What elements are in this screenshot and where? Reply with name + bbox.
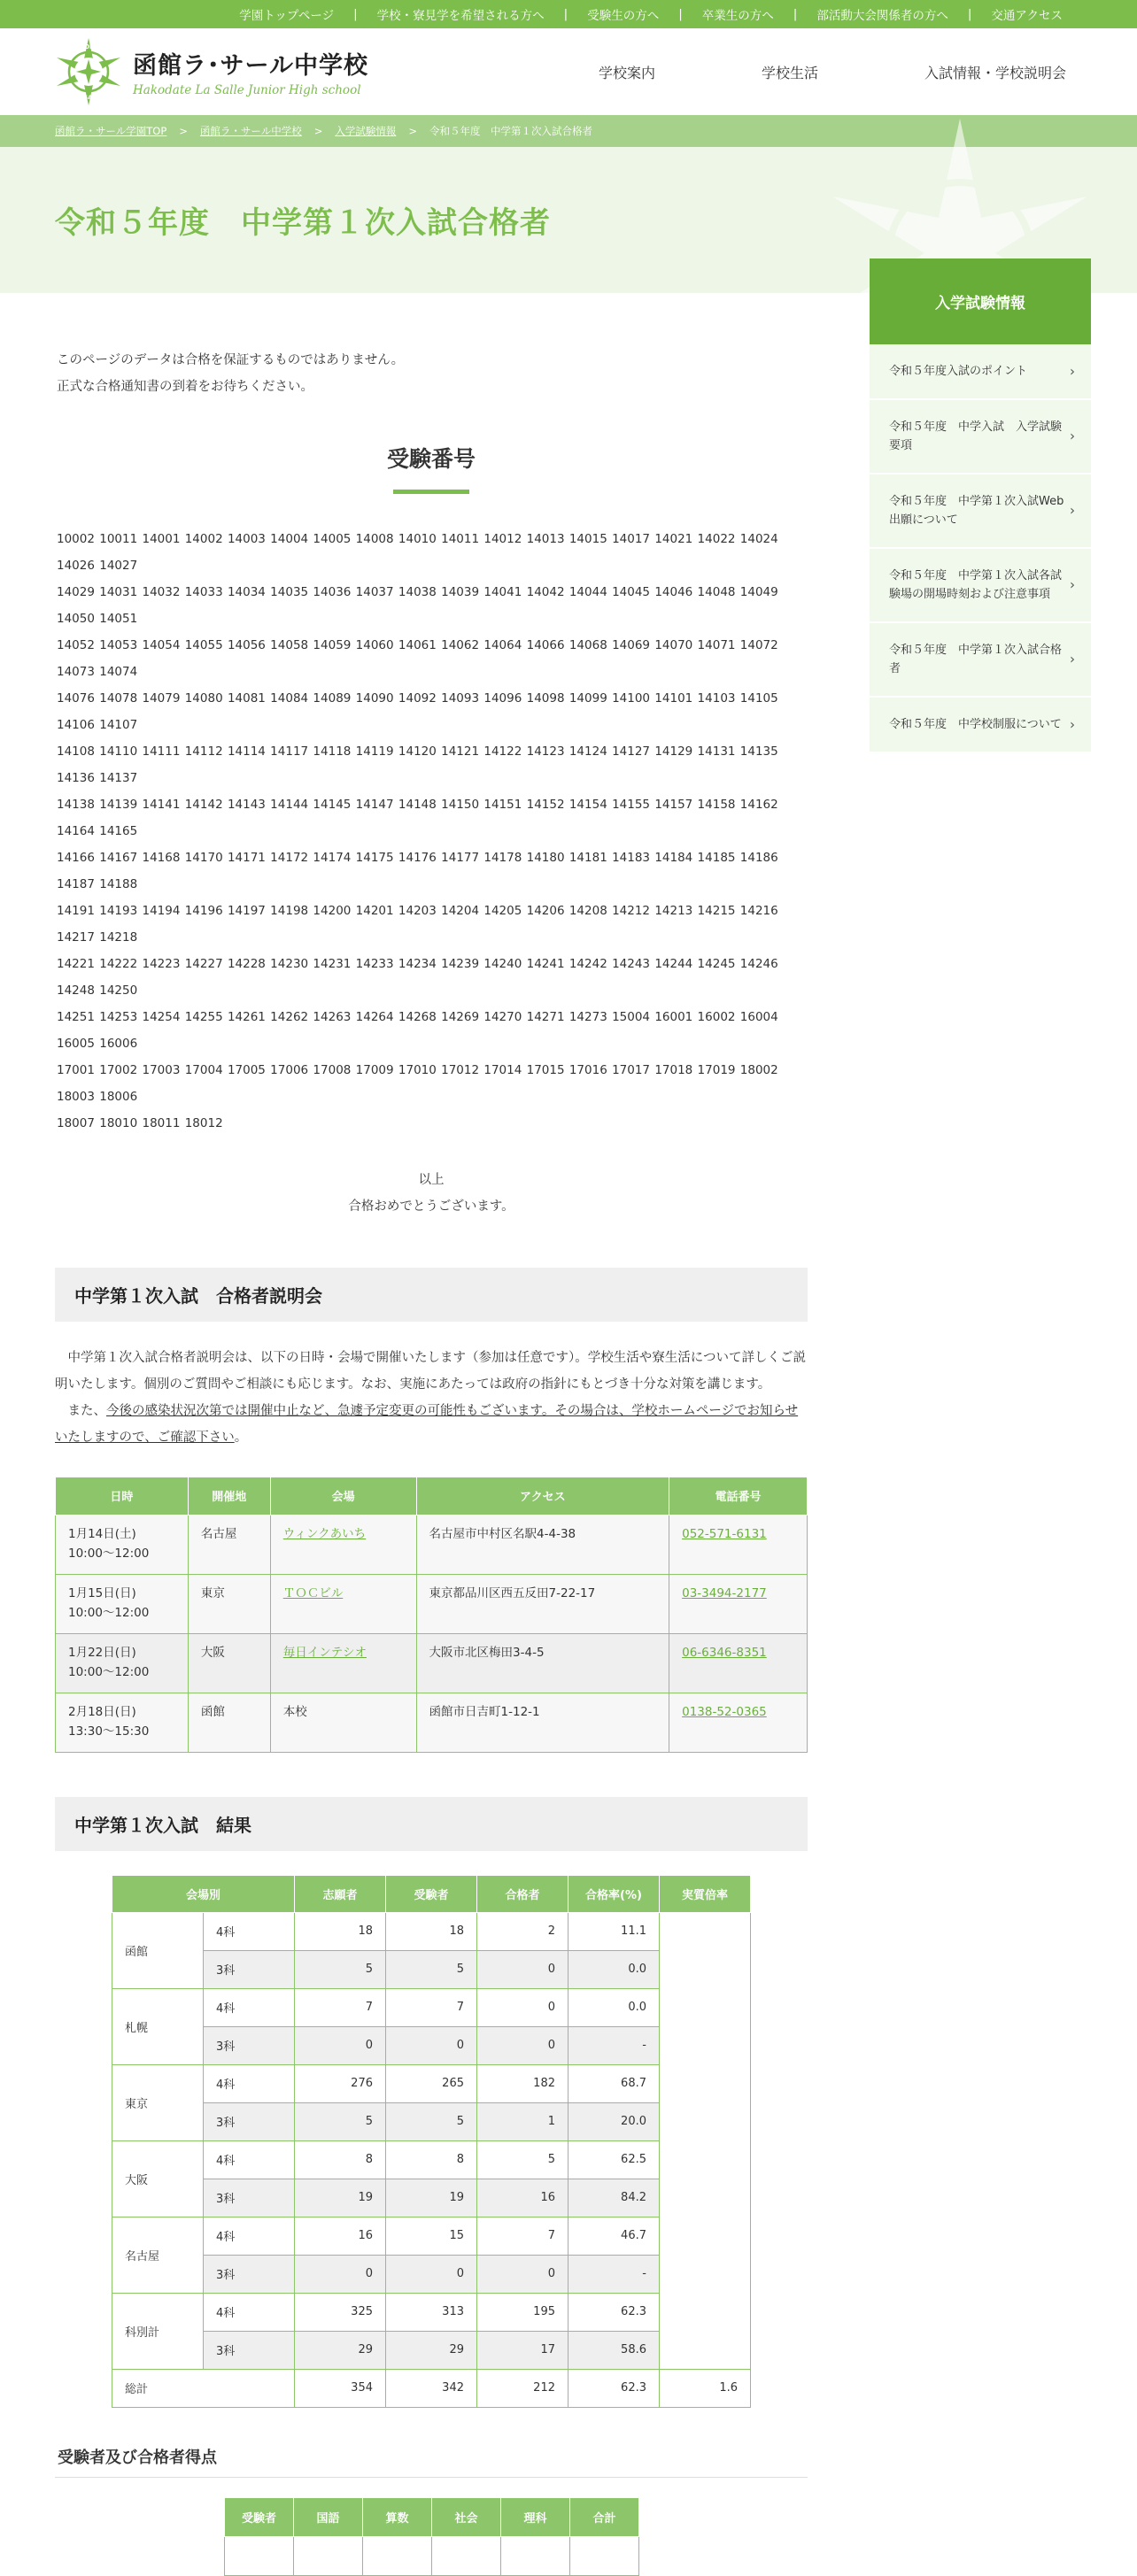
disclaimer <box>55 347 808 400</box>
result-value: 16 <box>295 2217 386 2255</box>
breadcrumb-separator: > <box>408 125 417 137</box>
closing-message <box>55 1167 808 1220</box>
separator: | <box>563 7 568 21</box>
result-value: 5 <box>295 2102 386 2140</box>
separator: | <box>678 7 683 21</box>
result-value: 16 <box>477 2179 568 2217</box>
result-value: 19 <box>386 2179 477 2217</box>
exam-number-line: 14052 14053 14054 14055 14056 14058 14059 14060 14061 14062 14064 14066 14068 14069 14070 14071 14072 14073 14074 <box>57 638 778 679</box>
sidebar-item-label: 令和５年度 中学校制服について <box>889 718 1062 731</box>
global-nav <box>599 62 1066 82</box>
result-value: 0 <box>295 2255 386 2293</box>
results-body <box>112 1912 751 2407</box>
site-name: 札幌 <box>112 1988 204 2064</box>
briefing-paragraph <box>55 1398 808 1451</box>
result-value: 276 <box>295 2064 386 2102</box>
venue-link[interactable]: ウィンクあいち <box>282 1526 367 1541</box>
total-value: 354 <box>295 2369 386 2407</box>
separator: | <box>967 7 972 21</box>
column-header: 日時 <box>56 1477 189 1515</box>
utility-bar <box>0 0 1137 28</box>
result-value: 0 <box>295 2026 386 2064</box>
column-header: 開催地 <box>188 1477 270 1515</box>
column-header: 合計 <box>570 2497 639 2536</box>
column-header: 算数 <box>363 2497 432 2536</box>
breadcrumb-link[interactable]: 函館ラ・サール中学校 <box>199 125 302 137</box>
subject-count: 3科 <box>204 2026 295 2064</box>
result-value: 7 <box>386 1988 477 2026</box>
total-value: 62.3 <box>568 2369 660 2407</box>
section-title: 受験番号 <box>386 446 476 472</box>
column-header: 会場別 <box>112 1875 295 1912</box>
sidebar-item-uniform[interactable] <box>870 698 1091 753</box>
result-value: 29 <box>386 2331 477 2369</box>
result-value: 46.7 <box>568 2217 660 2255</box>
site-name: 東京 <box>112 2064 204 2140</box>
top-link-visit[interactable]: 学校・寮見学を希望される方へ <box>376 9 545 23</box>
scores-table <box>224 2497 639 2576</box>
result-value: 1 <box>477 2102 568 2140</box>
exam-number-line: 14029 14031 14032 14033 14034 14035 14036 14037 14038 14039 14041 14042 14044 14045 14046 14048 14049 14050 14051 <box>57 585 778 626</box>
school-emblem-icon <box>53 36 124 107</box>
city: 東京 <box>188 1574 270 1633</box>
subject-count: 4科 <box>204 2217 295 2255</box>
exam-number-line: 17001 17002 17003 17004 17005 17006 17008 17009 17010 17012 17014 17015 17016 17017 17018 17019 18002 18003 18006 <box>57 1063 778 1104</box>
subject-count: 4科 <box>204 2293 295 2331</box>
result-value: 0.0 <box>568 1988 660 2026</box>
subject-count: 3科 <box>204 2331 295 2369</box>
table-row <box>112 2255 751 2293</box>
title-underline <box>393 490 469 494</box>
chevron-right-icon: › <box>1070 502 1075 519</box>
sidebar-item-venue-notes[interactable] <box>870 549 1091 623</box>
column-header: 受験者 <box>386 1875 477 1912</box>
page-title: 令和５年度 中学第１次入試合格者 <box>55 205 551 241</box>
scores-heading: 受験者及び合格者得点 <box>55 2445 808 2478</box>
exam-number-line: 14191 14193 14194 14196 14197 14198 14200 14201 14203 14204 14205 14206 14208 14212 14213 14215 14216 14217 14218 <box>57 904 778 945</box>
table-row <box>112 2064 751 2102</box>
table-row <box>56 1633 808 1693</box>
column-header: 理科 <box>501 2497 570 2536</box>
table-cell <box>432 2536 501 2575</box>
separator: | <box>353 7 358 21</box>
table-row <box>112 2102 751 2140</box>
result-value: 0.0 <box>568 1950 660 1988</box>
emblem-text-top: HAKODATE <box>69 43 108 50</box>
column-header: 会場 <box>270 1477 416 1515</box>
time: 13:30～15:30 <box>68 1724 150 1739</box>
closing-line: 合格おめでとうございます。 <box>348 1199 514 1214</box>
result-value: 5 <box>477 2140 568 2179</box>
site-logo[interactable] <box>53 36 368 107</box>
table-row <box>56 1693 808 1752</box>
top-link-examinees[interactable]: 受験生の方へ <box>587 9 660 23</box>
table-row <box>112 2217 751 2255</box>
briefing-paragraph: 中学第１次入試合格者説明会は、以下の日時・会場で開催いたします（参加は任意です）。学校生活や寮生活について詳しくご説明いたします。個別のご質問やご相談にも応じます。なお、実施にあたっては政府の指針にもとづき十分な対策を講じます。 <box>55 1351 806 1392</box>
access: 大阪市北区梅田3-4-5 <box>416 1633 669 1693</box>
logo-subtitle: Hakodate La Salle Junior High school <box>133 83 361 97</box>
exam-number-list <box>55 526 808 1137</box>
top-link-alumni[interactable]: 卒業生の方へ <box>701 9 774 23</box>
column-header: 合格率(%) <box>568 1875 660 1912</box>
access: 東京都品川区西五反田7-22-17 <box>416 1574 669 1633</box>
notice-underlined: 今後の感染状況次第では開催中止など、急遽予定変更の可能性もございます。その場合は、学校ホームページでお知らせいたしますので、ご確認下さい <box>55 1404 799 1445</box>
result-value: 8 <box>295 2140 386 2179</box>
logo-title: 函館ラ･サール中学校 <box>133 52 368 80</box>
sidebar-item-label: 令和５年度 中学第１次入試合格者 <box>889 644 1063 675</box>
results-heading: 中学第１次入試 結果 <box>55 1797 808 1851</box>
subject-count: 3科 <box>204 1950 295 1988</box>
table-cell <box>501 2536 570 2575</box>
result-value: 5 <box>386 2102 477 2140</box>
sidebar-item-guidelines[interactable] <box>870 400 1091 474</box>
result-value: 18 <box>295 1912 386 1950</box>
disclaimer-line: このページのデータは合格を保証するものではありません。 <box>57 353 405 367</box>
result-value: 58.6 <box>568 2331 660 2369</box>
result-value: 62.5 <box>568 2140 660 2179</box>
table-row-total <box>112 2369 751 2407</box>
result-value: 0 <box>477 2026 568 2064</box>
sidebar-item-label: 令和５年度 中学第１次入試各試験場の開場時刻および注意事項 <box>889 569 1063 601</box>
separator: | <box>793 7 798 21</box>
result-value: 182 <box>477 2064 568 2102</box>
result-value: 0 <box>386 2026 477 2064</box>
result-value: 15 <box>386 2217 477 2255</box>
city: 名古屋 <box>188 1515 270 1574</box>
disclaimer-line: 正式な合格通知書の到着をお待ちください。 <box>57 380 313 394</box>
city: 函館 <box>188 1693 270 1752</box>
venue-link[interactable]: ＴＯＣビル <box>282 1585 344 1600</box>
table-row <box>112 2140 751 2179</box>
phone-link[interactable]: 03-3494-2177 <box>682 1585 767 1600</box>
subject-count: 4科 <box>204 1912 295 1950</box>
access: 函館市日吉町1-12-1 <box>416 1693 669 1752</box>
top-link-access[interactable]: 交通アクセス <box>991 9 1063 23</box>
total-value: 212 <box>477 2369 568 2407</box>
column-header: 国語 <box>294 2497 363 2536</box>
emblem-text-bottom: LA SALLE <box>73 94 104 101</box>
chevron-right-icon: › <box>1070 576 1075 593</box>
breadcrumb-link[interactable]: 入学試験情報 <box>335 125 397 137</box>
column-header: 受験者 <box>225 2497 294 2536</box>
city: 大阪 <box>188 1633 270 1693</box>
date: 1月15日(日) <box>68 1585 136 1600</box>
site-name: 名古屋 <box>112 2217 204 2293</box>
table-row <box>112 1950 751 1988</box>
main-content <box>55 347 808 2576</box>
text: 。 <box>234 1431 248 1445</box>
sidebar-heading: 入学試験情報 <box>870 258 1091 344</box>
table-cell <box>294 2536 363 2575</box>
sidebar-item-points[interactable] <box>870 344 1091 400</box>
result-value: 0 <box>477 2255 568 2293</box>
breadcrumb-current: 令和５年度 中学第１次入試合格者 <box>429 125 592 137</box>
chevron-right-icon: › <box>1070 716 1075 732</box>
column-header: 社会 <box>432 2497 501 2536</box>
table-row <box>112 2293 751 2331</box>
exam-number-line: 14108 14110 14111 14112 14114 14117 14118 14119 14120 14121 14122 14123 14124 14127 14129 14131 14135 14136 14137 <box>57 744 778 785</box>
briefing-text <box>55 1345 808 1451</box>
result-value: 84.2 <box>568 2179 660 2217</box>
result-value: 0 <box>477 1988 568 2026</box>
sidebar-item-label: 令和５年度 中学第１次入試Web出願について <box>889 495 1064 527</box>
venue-link[interactable]: 毎日インテシオ <box>282 1645 367 1660</box>
closing-line: 以上 <box>418 1173 445 1187</box>
chevron-right-icon: › <box>1070 363 1075 379</box>
text: また、 <box>55 1404 106 1418</box>
phone-link[interactable]: 0138-52-0365 <box>682 1704 767 1719</box>
table-cell <box>570 2536 639 2575</box>
top-link-clubs[interactable]: 部活動大会関係者の方へ <box>816 9 948 23</box>
subject-count: 3科 <box>204 2255 295 2293</box>
subject-count: 3科 <box>204 2102 295 2140</box>
result-value: 195 <box>477 2293 568 2331</box>
result-value: 325 <box>295 2293 386 2331</box>
result-value: 7 <box>295 1988 386 2026</box>
table-row <box>56 1574 808 1633</box>
chevron-right-icon: › <box>1070 651 1075 667</box>
result-value: 29 <box>295 2331 386 2369</box>
result-value: - <box>568 2026 660 2064</box>
table-cell <box>225 2536 294 2575</box>
result-value: 17 <box>477 2331 568 2369</box>
venue: 本校 <box>270 1693 416 1752</box>
result-value: 265 <box>386 2064 477 2102</box>
result-value: 18 <box>386 1912 477 1950</box>
total-label: 総計 <box>112 2369 295 2407</box>
time: 10:00～12:00 <box>68 1605 150 1620</box>
table-cell <box>363 2536 432 2575</box>
table-row <box>112 2179 751 2217</box>
nav-about[interactable]: 学校案内 <box>598 65 655 81</box>
site-header <box>0 28 1137 115</box>
result-value: 20.0 <box>568 2102 660 2140</box>
table-row <box>112 1912 751 1950</box>
site-name: 科別計 <box>112 2293 204 2369</box>
sidebar <box>870 258 1091 753</box>
result-value: 5 <box>295 1950 386 1988</box>
date: 1月14日(土) <box>68 1526 136 1541</box>
table-row <box>56 1515 808 1574</box>
site-name: 函館 <box>112 1912 204 1988</box>
date: 2月18日(日) <box>68 1704 136 1719</box>
briefing-heading: 中学第１次入試 合格者説明会 <box>55 1268 808 1322</box>
time: 10:00～12:00 <box>68 1664 150 1679</box>
breadcrumb-separator: > <box>313 125 323 137</box>
result-value: 62.3 <box>568 2293 660 2331</box>
chevron-right-icon: › <box>1070 428 1075 444</box>
exam-number-line: 14166 14167 14168 14170 14171 14172 14174 14175 14176 14177 14178 14180 14181 14183 14184 14185 14186 14187 14188 <box>57 851 778 891</box>
results-table <box>112 1875 751 2408</box>
result-value: 2 <box>477 1912 568 1950</box>
result-value: - <box>568 2255 660 2293</box>
sidebar-item-results[interactable] <box>870 623 1091 698</box>
breadcrumb-link[interactable]: 函館ラ・サール学園TOP <box>55 125 167 137</box>
nav-school-life[interactable]: 学校生活 <box>761 65 818 81</box>
sidebar-item-label: 令和５年度 中学入試 入学試験要項 <box>889 420 1063 452</box>
result-value: 313 <box>386 2293 477 2331</box>
exam-number-line: 14221 14222 14223 14227 14228 14230 14231 14233 14234 14239 14240 14241 14242 14243 14244 14245 14246 14248 14250 <box>57 957 778 998</box>
column-header: 電話番号 <box>669 1477 808 1515</box>
table-row <box>112 2331 751 2369</box>
column-header: アクセス <box>416 1477 669 1515</box>
phone-link[interactable]: 06-6346-8351 <box>682 1645 767 1660</box>
subject-count: 4科 <box>204 2064 295 2102</box>
exam-number-line: 14076 14078 14079 14080 14081 14084 14089 14090 14092 14093 14096 14098 14099 14100 14101 14103 14105 14106 14107 <box>57 691 778 732</box>
total-value: 1.6 <box>660 2369 751 2407</box>
subject-count: 4科 <box>204 1988 295 2026</box>
total-value: 342 <box>386 2369 477 2407</box>
top-link-home[interactable]: 学園トップページ <box>239 9 335 23</box>
column-header: 実質倍率 <box>660 1875 751 1912</box>
result-value: 5 <box>386 1950 477 1988</box>
result-value: 7 <box>477 2217 568 2255</box>
site-name: 大阪 <box>112 2140 204 2217</box>
sidebar-item-label: 令和５年度入試のポイント <box>889 365 1028 378</box>
exam-number-line: 18007 18010 18011 18012 <box>57 1116 223 1130</box>
sidebar-item-web-application[interactable] <box>870 474 1091 549</box>
access: 名古屋市中村区名駅4-4-38 <box>416 1515 669 1574</box>
result-value: 0 <box>477 1950 568 1988</box>
breadcrumb-separator: > <box>179 125 188 137</box>
subject-count: 3科 <box>204 2179 295 2217</box>
briefing-table <box>55 1477 808 1753</box>
table-row <box>112 2026 751 2064</box>
ratio-blank <box>660 1912 751 2369</box>
result-value: 68.7 <box>568 2064 660 2102</box>
result-value: 11.1 <box>568 1912 660 1950</box>
nav-admissions[interactable]: 入試情報・学校説明会 <box>924 65 1066 81</box>
exam-number-line: 10002 10011 14001 14002 14003 14004 14005 14008 14010 14011 14012 14013 14015 14017 14021 14022 14024 14026 14027 <box>57 532 778 573</box>
time: 10:00～12:00 <box>68 1546 150 1561</box>
exam-number-line: 14251 14253 14254 14255 14261 14262 14263 14264 14268 14269 14270 14271 14273 15004 16001 16002 16004 16005 16006 <box>57 1010 778 1051</box>
column-header: 合格者 <box>477 1875 568 1912</box>
column-header: 志願者 <box>295 1875 386 1912</box>
result-value: 8 <box>386 2140 477 2179</box>
exam-number-line: 14138 14139 14141 14142 14143 14144 14145 14147 14148 14150 14151 14152 14154 14155 14157 14158 14162 14164 14165 <box>57 798 778 838</box>
result-value: 0 <box>386 2255 477 2293</box>
result-value: 19 <box>295 2179 386 2217</box>
phone-link[interactable]: 052-571-6131 <box>682 1526 767 1541</box>
table-row <box>112 1988 751 2026</box>
subject-count: 4科 <box>204 2140 295 2179</box>
date: 1月22日(日) <box>68 1645 136 1660</box>
